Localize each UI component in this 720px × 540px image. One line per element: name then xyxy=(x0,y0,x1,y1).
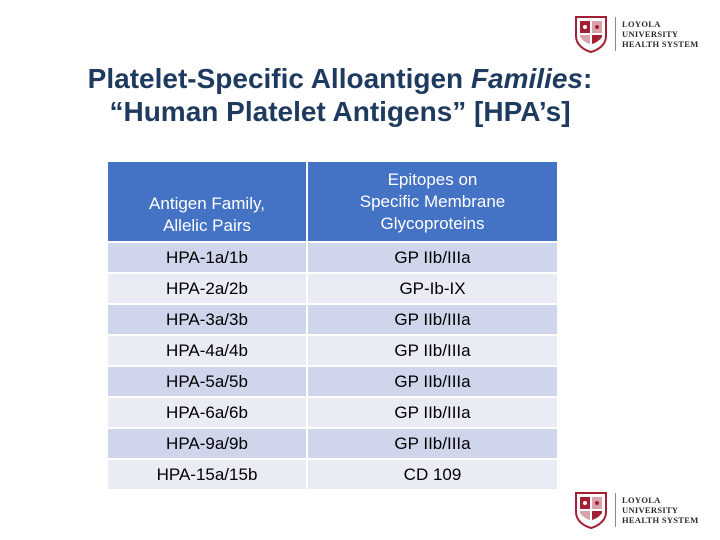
epitope-cell: CD 109 xyxy=(306,460,557,489)
crest-icon xyxy=(573,490,609,530)
crest-icon xyxy=(573,14,609,54)
loyola-logo-top xyxy=(573,14,699,54)
antigen-cell: HPA-15a/15b xyxy=(156,464,258,484)
epitope-cell: GP IIb/IIIa xyxy=(306,305,557,334)
epitope-cell: GP IIb/IIIa xyxy=(306,336,557,365)
loyola-logo-bottom xyxy=(573,490,699,530)
title-line-1 xyxy=(20,62,660,95)
table-row xyxy=(108,398,557,427)
table-row xyxy=(108,274,557,303)
logo-line-1: LOYOLA xyxy=(622,19,661,29)
logo-line-2: UNIVERSITY xyxy=(622,29,679,39)
title-line-2: “Human Platelet Antigens” [HPA’s] xyxy=(109,96,571,127)
table-row xyxy=(108,243,557,272)
slide-title xyxy=(20,62,660,128)
antigen-cell: HPA-4a/4b xyxy=(166,340,248,360)
antigen-cell: HPA-5a/5b xyxy=(166,371,248,391)
epitope-cell: GP IIb/IIIa xyxy=(306,398,557,427)
table-row xyxy=(108,367,557,396)
logo-divider xyxy=(615,493,616,527)
logo-wordmark xyxy=(622,19,699,49)
logo-line-3: HEALTH SYSTEM xyxy=(622,39,699,49)
logo-line-3: HEALTH SYSTEM xyxy=(622,515,699,525)
table-header xyxy=(108,162,557,241)
epitope-cell: GP IIb/IIIa xyxy=(306,429,557,458)
antigen-cell: HPA-1a/1b xyxy=(166,247,248,267)
antigen-cell: HPA-2a/2b xyxy=(166,278,248,298)
antigen-cell: HPA-9a/9b xyxy=(166,433,248,453)
table-row xyxy=(108,305,557,334)
logo-line-2: UNIVERSITY xyxy=(622,505,679,515)
logo-wordmark xyxy=(622,495,699,525)
epitope-cell: GP-Ib-IX xyxy=(306,274,557,303)
header-antigen-family xyxy=(108,162,306,241)
table-row xyxy=(108,336,557,365)
epitope-cell: GP IIb/IIIa xyxy=(306,367,557,396)
epitope-cell: GP IIb/IIIa xyxy=(306,243,557,272)
header-antigen-family-label: Antigen Family, Allelic Pairs xyxy=(149,194,265,235)
table-row xyxy=(108,429,557,458)
header-epitopes xyxy=(306,162,557,241)
title-line-1-suffix: : xyxy=(583,63,593,94)
logo-divider xyxy=(615,17,616,51)
table-row xyxy=(108,460,557,489)
title-line-1-prefix: Platelet-Specific Alloantigen xyxy=(87,63,471,94)
logo-line-1: LOYOLA xyxy=(622,495,661,505)
header-epitopes-label: Epitopes on Specific Membrane Glycoproteins xyxy=(359,169,506,233)
antigen-cell: HPA-6a/6b xyxy=(166,402,248,422)
antigen-cell: HPA-3a/3b xyxy=(166,309,248,329)
title-line-1-italic: Families xyxy=(470,63,583,94)
